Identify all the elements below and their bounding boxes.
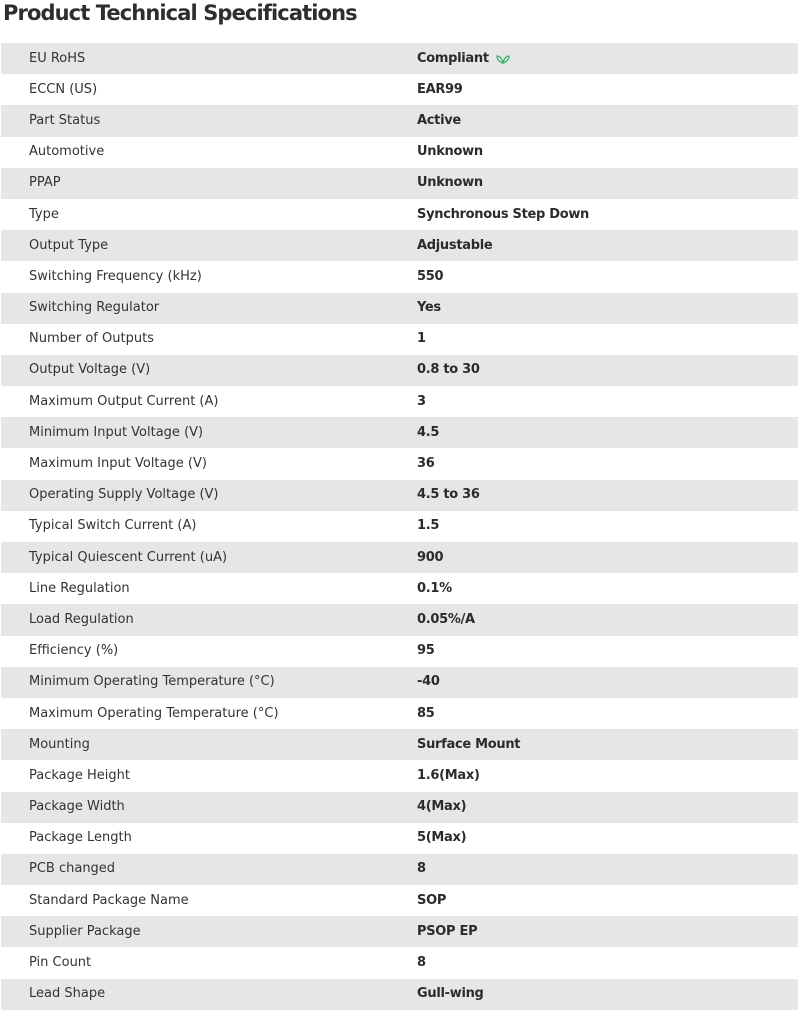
spec-value <box>417 823 798 854</box>
spec-value-text: Surface Mount <box>417 736 521 752</box>
spec-label-text: PPAP <box>29 175 61 191</box>
spec-value-text: PSOP EP <box>417 923 478 939</box>
spec-value <box>417 792 798 823</box>
spec-value-text: Active <box>417 112 461 128</box>
spec-value-text: 550 <box>417 268 444 284</box>
spec-label <box>1 355 417 386</box>
spec-value <box>417 480 798 511</box>
spec-row <box>1 760 798 791</box>
spec-value <box>417 355 798 386</box>
spec-label <box>1 792 417 823</box>
spec-row <box>1 480 798 511</box>
spec-value <box>417 230 798 261</box>
spec-row <box>1 105 798 136</box>
spec-label-text: Typical Quiescent Current (uA) <box>29 549 228 565</box>
spec-row <box>1 168 798 199</box>
spec-value <box>417 168 798 199</box>
spec-value <box>417 511 798 542</box>
spec-row <box>1 885 798 916</box>
spec-value-text: Adjustable <box>417 237 493 253</box>
spec-row <box>1 74 798 105</box>
spec-value <box>417 43 798 74</box>
spec-value <box>417 636 798 667</box>
spec-label-text: Supplier Package <box>29 923 141 939</box>
spec-label-text: Switching Regulator <box>29 300 160 316</box>
spec-value-text: 1.5 <box>417 518 440 534</box>
spec-label <box>1 261 417 292</box>
spec-value <box>417 854 798 885</box>
spec-label <box>1 386 417 417</box>
spec-row <box>1 667 798 698</box>
spec-label-text: Maximum Input Voltage (V) <box>29 456 207 472</box>
spec-value <box>417 916 798 947</box>
spec-row <box>1 542 798 573</box>
spec-value <box>417 137 798 168</box>
spec-value-text: 1.6(Max) <box>417 767 480 783</box>
spec-label <box>1 43 417 74</box>
spec-label-text: Line Regulation <box>29 580 130 596</box>
spec-value-text: 8 <box>417 861 426 877</box>
spec-label-text: Lead Shape <box>29 986 106 1002</box>
spec-value-text: 3 <box>417 393 426 409</box>
spec-table <box>1 43 798 1010</box>
spec-label-text: Operating Supply Voltage (V) <box>29 487 219 503</box>
spec-value-text: 5(Max) <box>417 830 467 846</box>
spec-value <box>417 979 798 1010</box>
spec-value <box>417 199 798 230</box>
spec-value-text: Unknown <box>417 175 483 191</box>
spec-label <box>1 137 417 168</box>
spec-label-text: Pin Count <box>29 955 92 971</box>
spec-value-text: 900 <box>417 549 444 565</box>
spec-value <box>417 448 798 479</box>
page-title: Product Technical Specifications <box>3 1 357 25</box>
spec-row <box>1 511 798 542</box>
spec-value <box>417 885 798 916</box>
spec-row <box>1 698 798 729</box>
spec-label-text: Automotive <box>29 144 105 160</box>
spec-label <box>1 823 417 854</box>
spec-table-body <box>1 43 798 1010</box>
spec-label <box>1 667 417 698</box>
spec-label <box>1 74 417 105</box>
spec-value-text: SOP <box>417 892 447 908</box>
spec-value-text: 0.8 to 30 <box>417 362 480 378</box>
spec-value <box>417 74 798 105</box>
spec-label <box>1 105 417 136</box>
spec-label <box>1 448 417 479</box>
spec-label <box>1 604 417 635</box>
spec-label-text: Part Status <box>29 112 101 128</box>
spec-row <box>1 823 798 854</box>
spec-label-text: Efficiency (%) <box>29 643 119 659</box>
spec-label-text: Load Regulation <box>29 611 134 627</box>
spec-label-text: Maximum Operating Temperature (°C) <box>29 705 279 721</box>
spec-label <box>1 636 417 667</box>
spec-row <box>1 573 798 604</box>
spec-label <box>1 511 417 542</box>
spec-label-text: Number of Outputs <box>29 331 154 347</box>
spec-value-text: 4(Max) <box>417 799 467 815</box>
leaf-icon <box>496 53 510 64</box>
spec-label-text: EU RoHS <box>29 50 86 66</box>
spec-label <box>1 885 417 916</box>
spec-value-text: Synchronous Step Down <box>417 206 590 222</box>
spec-value <box>417 386 798 417</box>
spec-label <box>1 947 417 978</box>
spec-label-text: Typical Switch Current (A) <box>29 518 197 534</box>
spec-row <box>1 636 798 667</box>
spec-row <box>1 417 798 448</box>
spec-value-text: 0.05%/A <box>417 611 475 627</box>
spec-label-text: Package Length <box>29 830 132 846</box>
spec-label-text: Type <box>29 206 59 222</box>
spec-label-text: Maximum Output Current (A) <box>29 393 219 409</box>
spec-value <box>417 947 798 978</box>
spec-row <box>1 261 798 292</box>
spec-row <box>1 792 798 823</box>
spec-value-text: EAR99 <box>417 81 463 97</box>
spec-row <box>1 854 798 885</box>
spec-value-text: -40 <box>417 674 440 690</box>
spec-label-text: Minimum Input Voltage (V) <box>29 424 204 440</box>
spec-value <box>417 542 798 573</box>
spec-row <box>1 916 798 947</box>
spec-label-text: Package Width <box>29 799 125 815</box>
spec-value <box>417 729 798 760</box>
spec-label <box>1 230 417 261</box>
spec-value-text: Unknown <box>417 144 483 160</box>
spec-label <box>1 760 417 791</box>
spec-value <box>417 573 798 604</box>
spec-label-text: PCB changed <box>29 861 116 877</box>
spec-label-text: Output Type <box>29 237 109 253</box>
spec-value-text: 95 <box>417 643 435 659</box>
spec-label <box>1 573 417 604</box>
spec-label-text: Package Height <box>29 767 130 783</box>
spec-value-text: 36 <box>417 456 435 472</box>
spec-label <box>1 417 417 448</box>
spec-value <box>417 417 798 448</box>
spec-value-text: 0.1% <box>417 580 452 596</box>
spec-value <box>417 261 798 292</box>
spec-label <box>1 916 417 947</box>
spec-value-text: Gull-wing <box>417 986 484 1002</box>
spec-value <box>417 324 798 355</box>
spec-label-text: Output Voltage (V) <box>29 362 151 378</box>
spec-row <box>1 947 798 978</box>
spec-label <box>1 480 417 511</box>
spec-value-text: 4.5 <box>417 424 440 440</box>
spec-row <box>1 448 798 479</box>
spec-row <box>1 604 798 635</box>
spec-label <box>1 293 417 324</box>
spec-row <box>1 979 798 1010</box>
spec-value <box>417 760 798 791</box>
spec-label-text: Minimum Operating Temperature (°C) <box>29 674 275 690</box>
spec-label <box>1 324 417 355</box>
spec-label <box>1 168 417 199</box>
spec-row <box>1 43 798 74</box>
spec-label <box>1 698 417 729</box>
spec-value-text: Yes <box>417 300 441 316</box>
spec-row <box>1 386 798 417</box>
spec-value-text: 8 <box>417 955 426 971</box>
spec-value <box>417 105 798 136</box>
spec-label-text: ECCN (US) <box>29 81 98 97</box>
spec-label-text: Mounting <box>29 736 90 752</box>
spec-row <box>1 355 798 386</box>
spec-value <box>417 293 798 324</box>
spec-label <box>1 199 417 230</box>
spec-label <box>1 729 417 760</box>
spec-label <box>1 979 417 1010</box>
spec-row <box>1 199 798 230</box>
spec-value-text: Compliant <box>417 50 489 66</box>
spec-value-text: 1 <box>417 331 426 347</box>
spec-value <box>417 698 798 729</box>
spec-label-text: Standard Package Name <box>29 892 189 908</box>
spec-row <box>1 729 798 760</box>
spec-value-text: 4.5 to 36 <box>417 487 480 503</box>
spec-label-text: Switching Frequency (kHz) <box>29 268 202 284</box>
spec-value <box>417 604 798 635</box>
spec-row <box>1 137 798 168</box>
spec-row <box>1 324 798 355</box>
spec-label <box>1 854 417 885</box>
spec-value-text: 85 <box>417 705 435 721</box>
spec-row <box>1 230 798 261</box>
spec-row <box>1 293 798 324</box>
spec-value <box>417 667 798 698</box>
spec-label <box>1 542 417 573</box>
